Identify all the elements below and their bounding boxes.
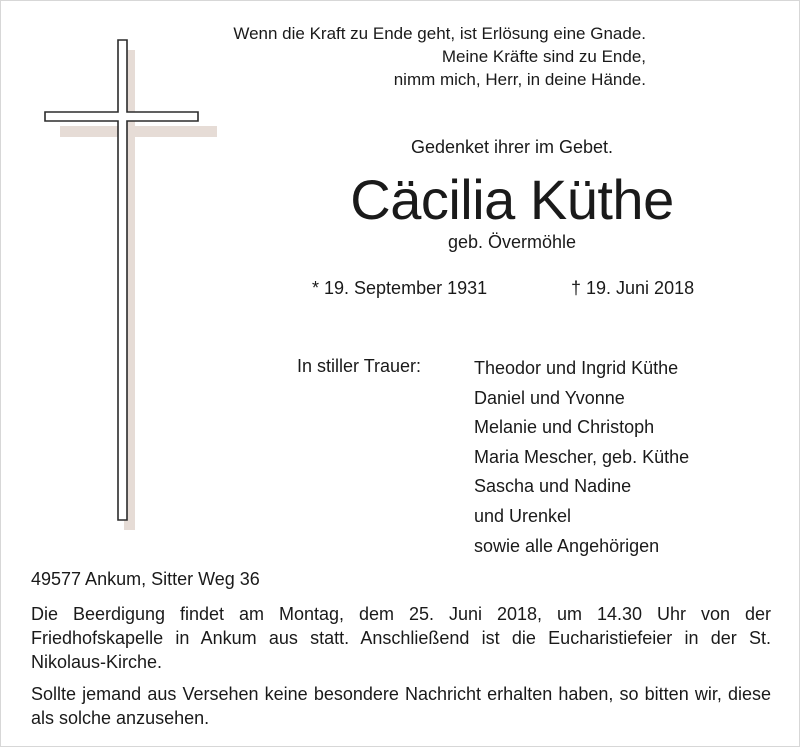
remember-text: Gedenket ihrer im Gebet.	[410, 137, 614, 157]
mourning-label: In stiller Trauer:	[297, 356, 422, 376]
mourner-item: Maria Mescher, geb. Küthe	[474, 446, 690, 467]
closing-notice: Sollte jemand aus Versehen keine besondere Nachricht erhalten haben, so bitten wir, diese als solche anzusehen.	[31, 684, 771, 728]
cross-icon	[0, 0, 240, 540]
funeral-notice: Die Beerdigung findet am Montag, dem 25. Juni 2018, um 14.30 Uhr von der Friedhofskapelle in Ankum aus statt. Anschließend ist die Eucharistiefeier in der St. Nikolaus-Kirche.	[31, 604, 771, 672]
mourner-item: sowie alle Angehörigen	[474, 535, 660, 556]
deceased-name: Cäcilia Küthe	[350, 168, 674, 231]
cross-outline	[45, 40, 198, 520]
mourner-item: Theodor und Ingrid Küthe	[474, 358, 679, 378]
mourner-item: und Urenkel	[474, 505, 572, 526]
mourners-list	[474, 354, 689, 561]
birth-date: * 19. September 1931	[312, 278, 488, 298]
death-date: † 19. Juni 2018	[571, 278, 695, 298]
mourner-item: Melanie und Christoph	[474, 417, 655, 438]
maiden-name: geb. Övermöhle	[447, 232, 577, 252]
poem-line: Wenn die Kraft zu Ende geht, ist Erlösung eine Gnade.	[233, 24, 646, 43]
mourner-item: Daniel und Yvonne	[474, 387, 625, 408]
poem-line: nimm mich, Herr, in deine Hände.	[393, 70, 646, 89]
poem-line: Meine Kräfte sind zu Ende,	[441, 47, 646, 66]
mourner-item: Sascha und Nadine	[474, 476, 632, 497]
poem	[233, 22, 646, 91]
address: 49577 Ankum, Sitter Weg 36	[31, 569, 260, 589]
